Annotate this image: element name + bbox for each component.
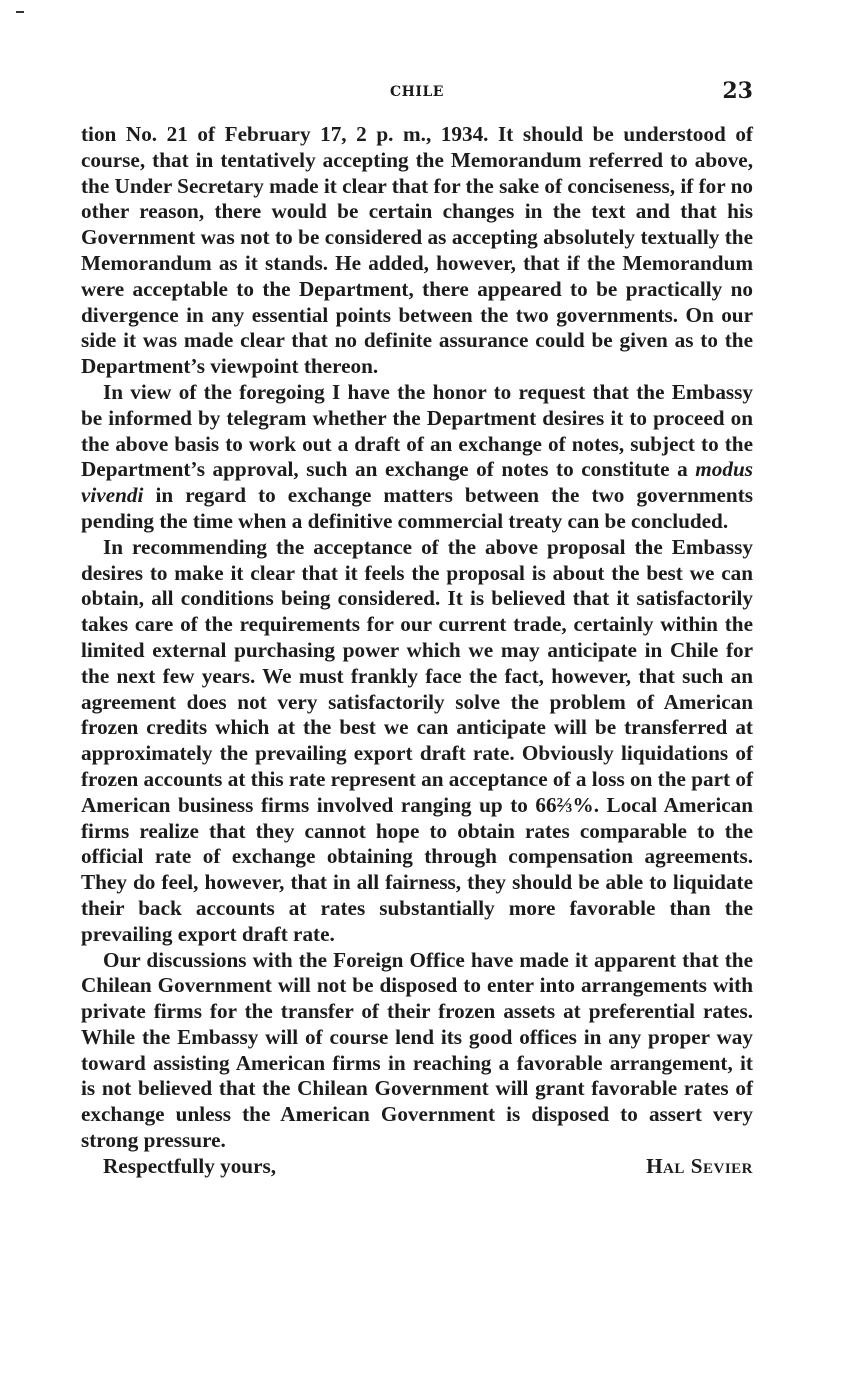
page-number: 23 xyxy=(722,78,753,104)
modus-vivendi-term: modus vivendi xyxy=(81,457,753,508)
paragraph-2 xyxy=(81,380,753,535)
paragraph-2-start: In view of the foregoing I have the honor to request that the Embassy be informed by telegram whether the Department desires it to proceed on the above basis to work out a draft of an exchange of notes, subject to the Department’s approval, such an exchange of notes to constitute a xyxy=(81,379,753,482)
paragraph-3: In recommending the acceptance of the above proposal the Embassy desires to make it clear that it feels the proposal is about the best we can obtain, all conditions being considered. It is believed that it satisfactorily takes care of the requirements for our current trade, certainly within the limited external purchasing power which we may anticipate in Chile for the next few years. We must frankly face the fact, however, that such an agreement does not very satisfactorily solve the problem of American frozen credits which at the best we can anticipate will be transferred at approximately the prevailing export draft rate. Obviously liquidations of frozen accounts at this rate represent an acceptance of a loss on the part of American business firms involved ranging up to 66⅔%. Local American firms realize that they cannot hope to obtain rates comparable to the official rate of exchange obtaining through compensation agreements. They do feel, however, that in all fairness, they should be able to liquidate their back accounts at rates substantially more favorable than the prevailing export draft rate. xyxy=(81,534,754,946)
closing-line xyxy=(81,1154,753,1180)
body-text xyxy=(81,122,753,1180)
paragraph-1: tion No. 21 of February 17, 2 p. m., 1934. It should be understood of course, that in tentatively accepting the Memorandum referred to above, the Under Secretary made it clear that for the sake of conciseness, if for no other reason, there would be certain changes in the text and that his Government was not to be considered as accepting absolutely textually the Memorandum as it stands. He added, however, that if the Memorandum were acceptable to the Department, there appeared to be practically no divergence in any essential points between the two governments. On our side it was made clear that no definite assurance could be given as to the Department’s viewpoint thereon. xyxy=(81,122,753,379)
running-head xyxy=(81,80,753,108)
paragraph-4: Our discussions with the Foreign Office have made it apparent that the Chilean Government will not be disposed to enter into arrangements with private firms for the transfer of their frozen assets at preferential rates. While the Embassy will of course lend its good offices in any proper way toward assisting American firms in reaching a favorable arrangement, it is not believed that the Chilean Government will grant favorable rates of exchange unless the American Government is disposed to assert very strong pressure. xyxy=(81,947,753,1153)
signature-name: Hal Sevier xyxy=(646,1153,753,1178)
document-page xyxy=(81,80,753,1180)
scan-mark xyxy=(16,11,24,13)
paragraph-2-end: in regard to exchange matters between the two governments pending the time when a definitive commercial treaty can be concluded. xyxy=(81,483,753,533)
running-head-title: CHILE xyxy=(390,84,444,100)
salutation: Respectfully yours, xyxy=(103,1153,277,1178)
